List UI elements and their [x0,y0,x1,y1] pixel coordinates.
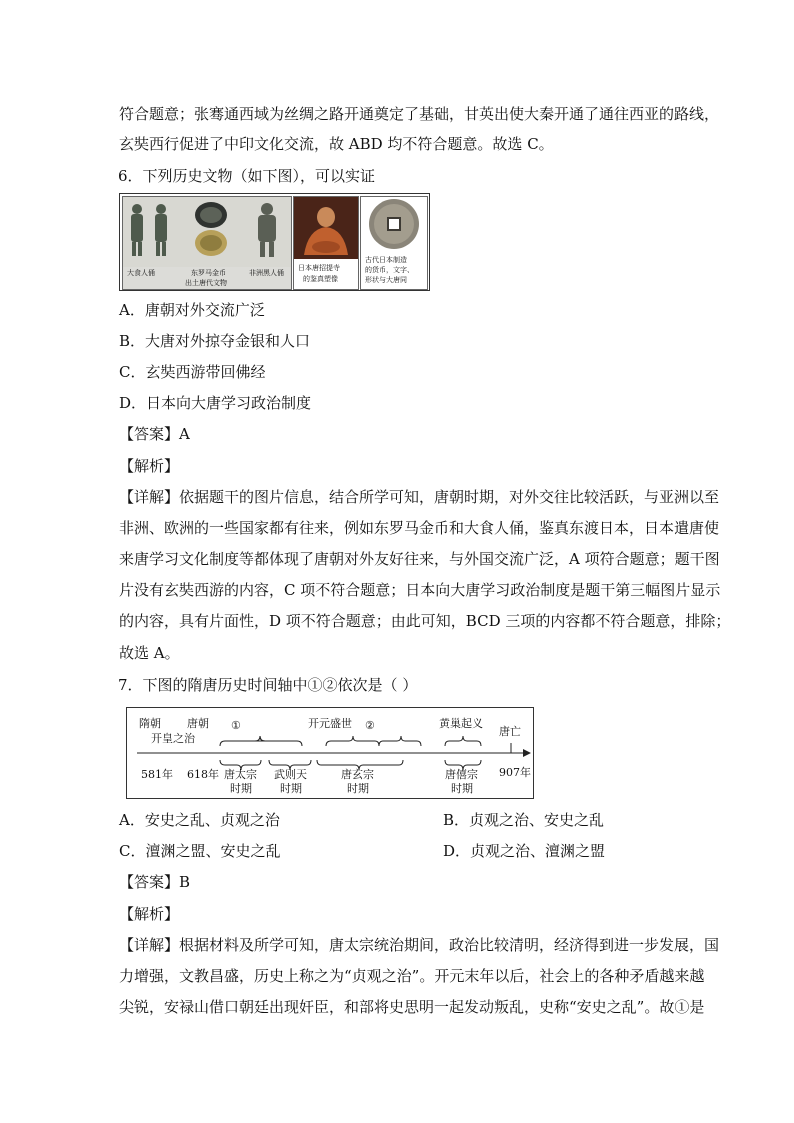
tang-artifacts-panel [122,196,292,290]
q6-detail-line: 的内容，具有片面性，D 项不符合题意；由此可知，BCD 三项的内容都不符合题意，排除； [119,612,731,630]
q7-detail-line: 尖锐，安禄山借口朝廷出现奸臣，和部将史思明一起发动叛乱，史称“安史之乱”。故①是 [119,998,705,1016]
timeline-period-xuanzong-suffix: 时期 [347,782,369,795]
timeline-year-618: 618年 [187,768,219,781]
q6-detail-line: 来唐学习文化制度等都体现了唐朝对外友好往来，与外国交流广泛，A 项符合题意；题干图 [119,550,720,568]
timeline-label-tangwang: 唐亡 [499,725,521,738]
caption-panel-2-line-2: 的鉴真塑像 [303,275,338,283]
timeline-marker-1: ① [231,719,241,732]
question-7-stem: 7．下图的隋唐历史时间轴中①②依次是（ ） [118,676,418,694]
timeline-marker-2: ② [365,719,375,732]
timeline-label-kaiyuan: 开元盛世 [308,717,352,730]
q7-detail-line: 力增强，文教昌盛，历史上称之为“贞观之治”。开元末年以后，社会上的各种矛盾越来越 [119,967,705,985]
timeline-year-581: 581年 [141,768,173,781]
q6-option-d: D．日本向大唐学习政治制度 [119,394,312,412]
q6-option-b: B．大唐对外掠夺金银和人口 [119,332,311,350]
timeline-period-wuzetian-suffix: 时期 [280,782,302,795]
q7-detail-line: 【详解】根据材料及所学可知，唐太宗统治期间，政治比较清明，经济得到进一步发展，国 [119,936,720,954]
caption-panel-3-line-2: 的货币，文字、 [365,266,414,274]
q7-analysis-heading: 【解析】 [119,905,180,923]
caption-figure-1: 大食人俑 [127,269,155,277]
jianzhen-statue-image [294,197,358,259]
q7-option-d: D．贞观之治、澶渊之盟 [443,842,606,860]
timeline-period-xizong: 唐僖宗 [445,768,478,781]
caption-panel-2-line-1: 日本唐招提寺 [298,264,340,272]
paragraph-line: 玄奘西行促进了中印文化交流，故 ABD 均不符合题意。故选 C。 [119,135,554,153]
sui-tang-timeline [126,707,534,799]
q7-option-a: A．安史之乱、贞观之治 [119,811,280,829]
timeline-period-xuanzong: 唐玄宗 [341,768,374,781]
q6-detail-line: 片没有玄奘西游的内容，C 项不符合题意；日本向大唐学习政治制度是题干第三幅图片显示 [119,581,721,599]
q6-analysis-heading: 【解析】 [119,457,180,475]
q6-option-c: C．玄奘西游带回佛经 [119,363,266,381]
q6-detail-line: 非洲、欧洲的一些国家都有往来，例如东罗马金币和大食人俑，鉴真东渡日本，日本遣唐使 [119,519,720,537]
caption-coin: 东罗马金币 [191,269,226,277]
japanese-coin-panel [360,196,428,290]
timeline-year-907: 907年 [499,766,531,779]
paragraph-line: 符合题意；张骞通西域为丝绸之路开通奠定了基础，甘英出使大秦开通了通往西亚的路线， [119,105,720,123]
caption-panel-3-line-3: 形状与大唐同 [365,276,407,284]
timeline-period-xizong-suffix: 时期 [451,782,473,795]
timeline-period-taizong: 唐太宗 [224,768,257,781]
q7-option-c: C．澶渊之盟、安史之乱 [119,842,281,860]
timeline-label-tang: 唐朝 [187,717,209,730]
timeline-period-wuzetian: 武则天 [274,768,307,781]
q6-answer: 【答案】A [119,425,190,443]
q7-answer: 【答案】B [119,873,191,891]
q6-option-a: A．唐朝对外交流广泛 [119,301,265,319]
q6-detail-line: 【详解】依据题干的图片信息，结合所学可知，唐朝时期，对外交往比较活跃，与亚洲以至 [119,488,720,506]
timeline-label-huangchao: 黄巢起义 [439,717,483,730]
q6-detail-line: 故选 A。 [119,644,180,662]
timeline-label-sui: 隋朝 [139,717,161,730]
caption-figure-2: 非洲黑人俑 [249,269,284,277]
japanese-coin-image [361,197,427,251]
caption-panel-3-line-1: 古代日本制造 [365,256,407,264]
tang-artifacts-image [123,197,291,267]
timeline-period-taizong-suffix: 时期 [230,782,252,795]
jianzhen-panel [293,196,359,290]
caption-panel-1: 出土唐代文物 [185,279,227,287]
q7-option-b: B．贞观之治、安史之乱 [443,811,605,829]
artifact-figure [119,193,430,291]
timeline-label-kaihuang: 开皇之治 [151,732,195,745]
question-6-stem: 6．下列历史文物（如下图），可以实证 [118,167,376,185]
